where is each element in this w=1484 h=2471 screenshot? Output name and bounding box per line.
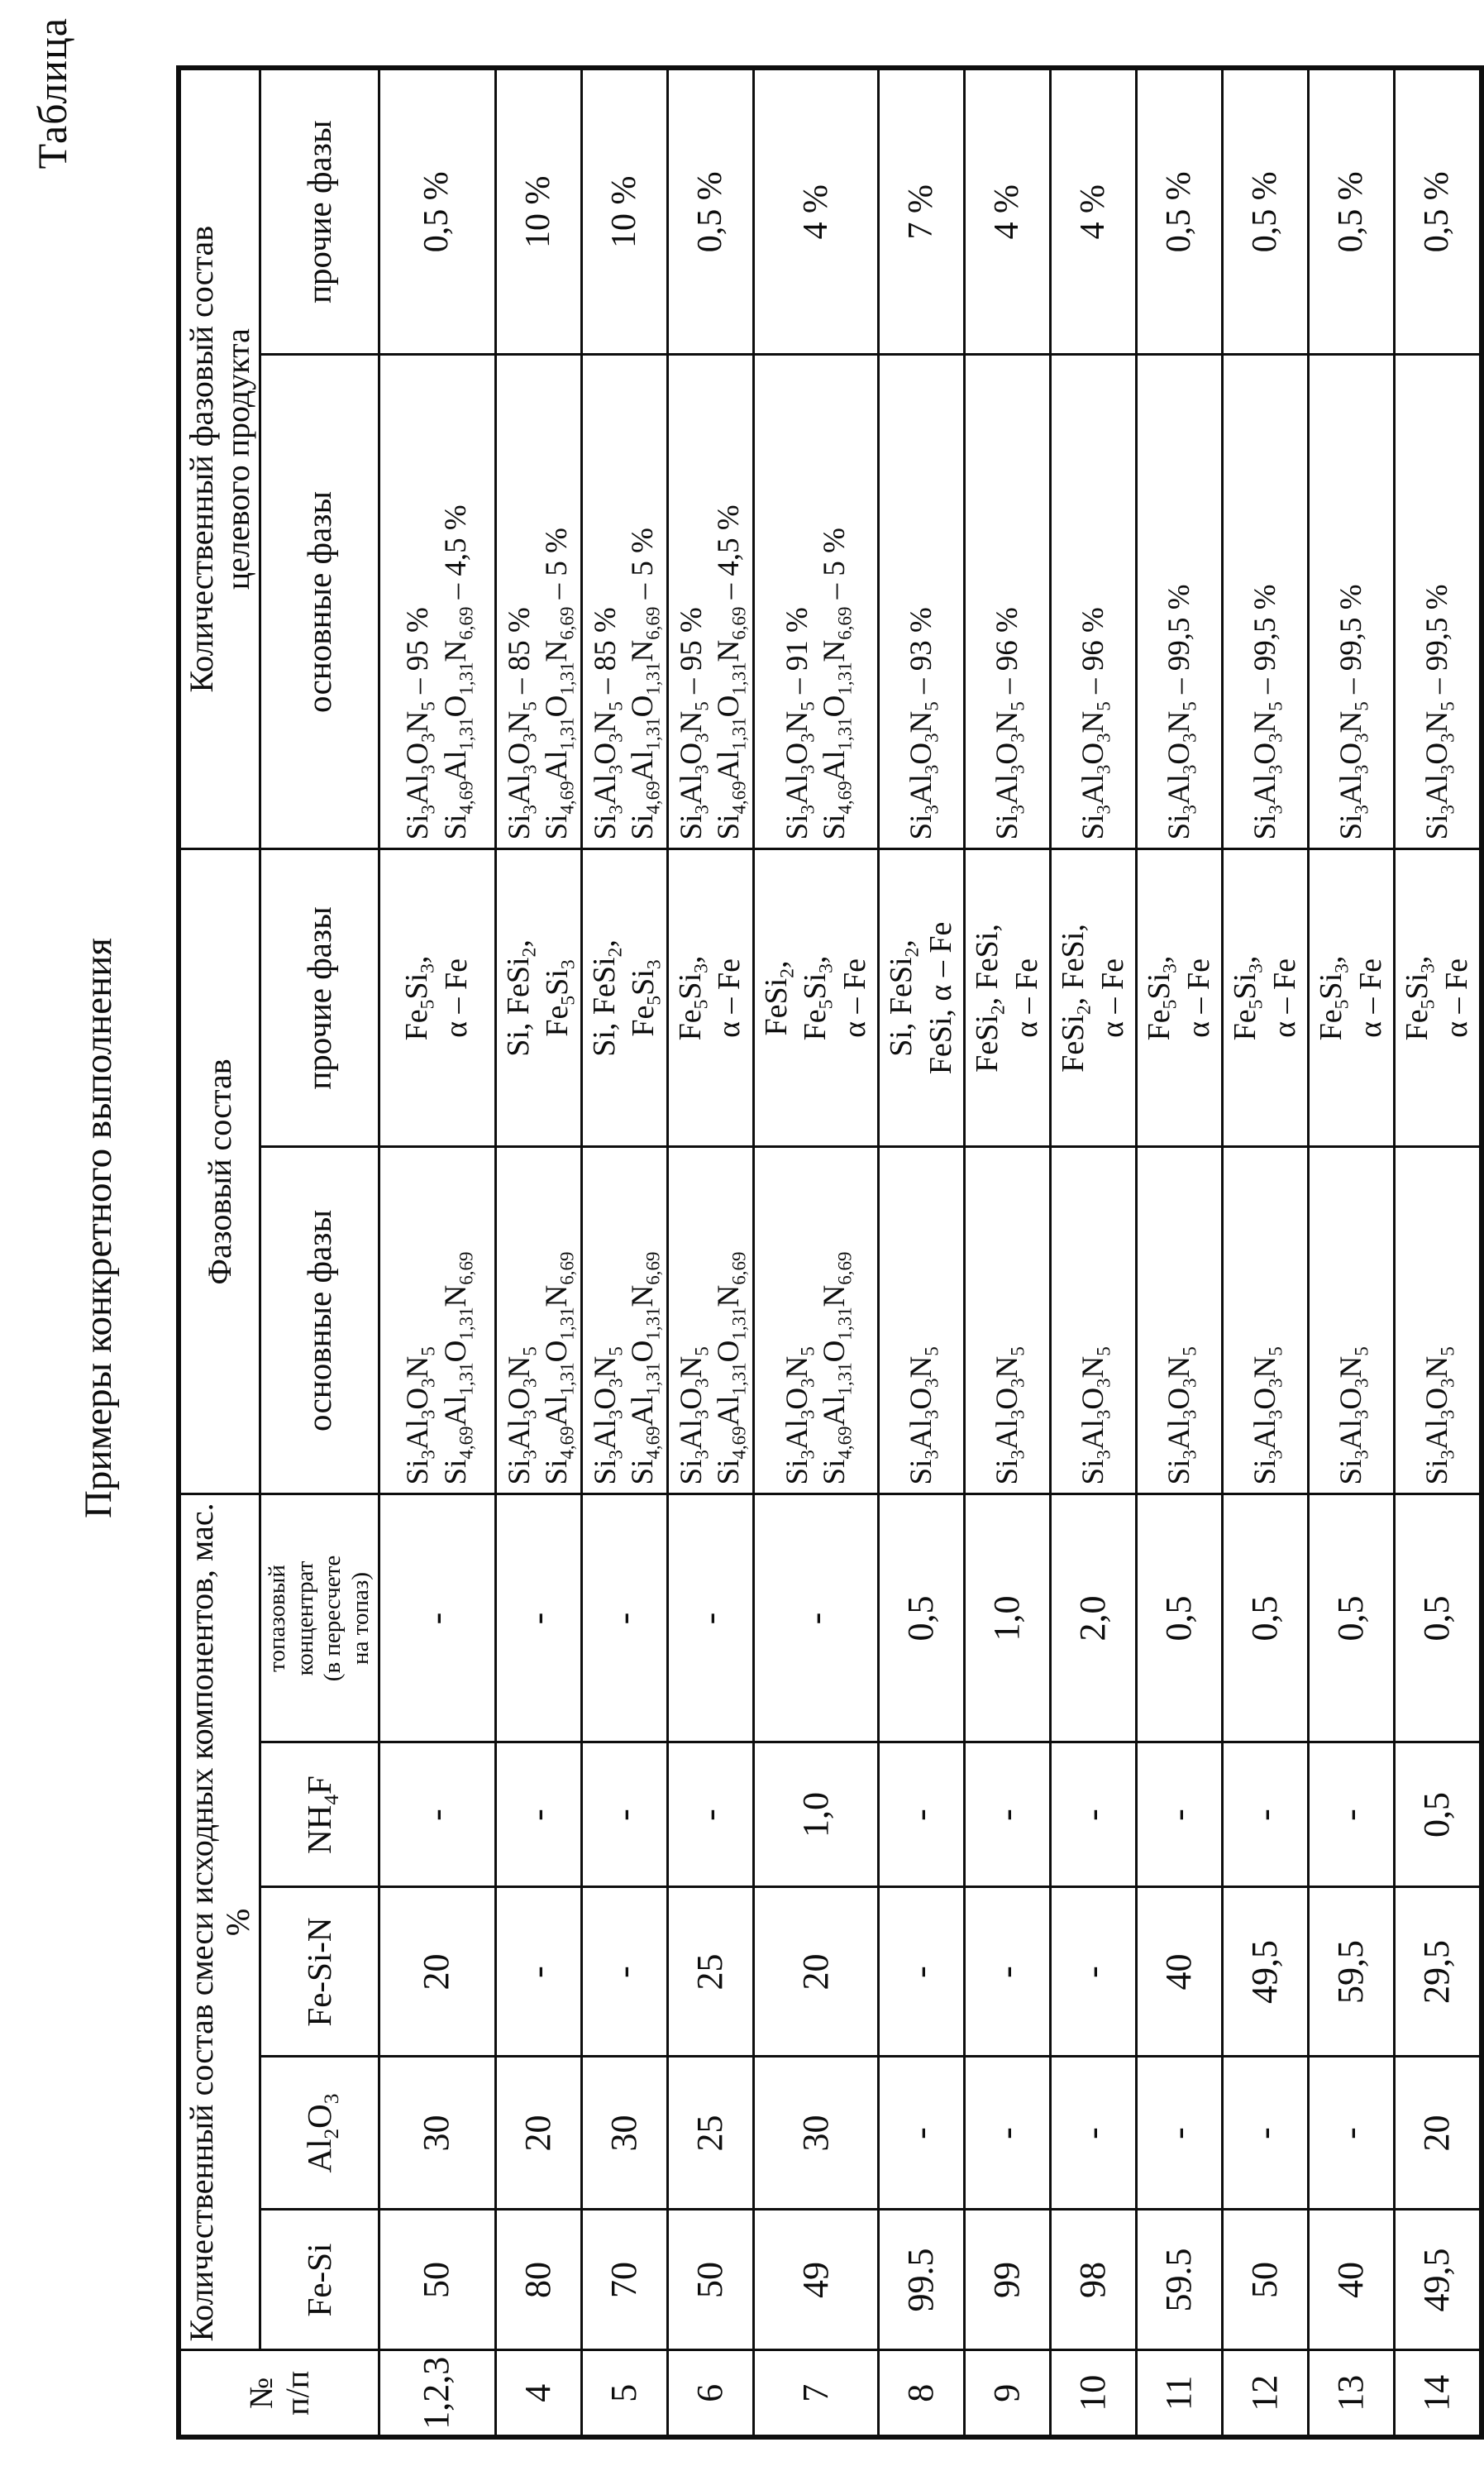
table-cell: 40 (1309, 2210, 1395, 2350)
table-cell: FeSi$_2$, FeSi, α – Fe (1051, 849, 1137, 1147)
table-cell: 59,5 (1309, 1887, 1395, 2057)
table-cell: - (379, 1742, 495, 1887)
table-cell: - (879, 1887, 965, 2057)
table-cell: 50 (667, 2210, 753, 2350)
table-row (965, 68, 1051, 2437)
table-cell: $Si_3Al_3O_3N_5 - 96$ % (965, 355, 1051, 849)
table-cell: - (667, 1494, 753, 1742)
table-cell: 4 % (1051, 68, 1137, 355)
table-cell: - (965, 2057, 1051, 2210)
table-cell: 7 (753, 2350, 879, 2437)
table-row (1051, 68, 1137, 2437)
table-cell: 7 % (879, 68, 965, 355)
table-cell: $Si_3Al_3O_3N_5$ (1223, 1147, 1309, 1494)
table-cell: - (581, 1494, 667, 1742)
table-cell: 1,0 (753, 1742, 879, 1887)
table-cell: - (581, 1887, 667, 2057)
table-cell: - (379, 1494, 495, 1742)
table-cell: 0,5 (879, 1494, 965, 1742)
table-row (1137, 68, 1223, 2437)
examples-table (176, 65, 1484, 2440)
table-cell: 59.5 (1137, 2210, 1223, 2350)
table-row (1309, 68, 1395, 2437)
table-cell: - (1051, 2057, 1137, 2210)
table-cell: - (753, 1494, 879, 1742)
table-row (667, 68, 753, 2437)
table-cell: 14 (1395, 2350, 1482, 2437)
table-row (1395, 68, 1482, 2437)
table-cell: $Si_3Al_3O_3N_5$ (1309, 1147, 1395, 1494)
col-header-fe-si-n: Fe-Si-N (260, 1887, 379, 2057)
table-cell: 4 % (753, 68, 879, 355)
table-cell: - (1051, 1887, 1137, 2057)
table-cell: 10 % (495, 68, 581, 355)
table-cell: - (495, 1742, 581, 1887)
header-group-row (179, 68, 260, 2437)
table-cell: Si, FeSi$_2$, $Fe_5Si_3$ (495, 849, 581, 1147)
table-cell: 49 (753, 2210, 879, 2350)
table-body (379, 68, 1482, 2437)
table-cell: $Si_3Al_3O_3N_5 - 85$ % $Si_{4,69}Al_{1,31}O_{1,31}N_{6,69} - 5$ % (581, 355, 667, 849)
col-header-nh4f: $NH_4F$ (260, 1742, 379, 1887)
table-cell: 11 (1137, 2350, 1223, 2437)
table-cell: $Si_3Al_3O_3N_5$ (1137, 1147, 1223, 1494)
col-header-phase-main: основные фазы (260, 1147, 379, 1494)
table-cell: 12 (1223, 2350, 1309, 2437)
table-cell: 0,5 % (1223, 68, 1309, 355)
table-cell: 20 (379, 1887, 495, 2057)
table-row (581, 68, 667, 2437)
table-cell: $Si_3Al_3O_3N_5 - 93$ % (879, 355, 965, 849)
table-cell: - (879, 2057, 965, 2210)
table-cell: - (1223, 1742, 1309, 1887)
table-cell: 0,5 % (379, 68, 495, 355)
table-cell: 0,5 % (667, 68, 753, 355)
rotated-content (25, 12, 1474, 2444)
table-cell: 0,5 % (1395, 68, 1482, 355)
table-cell: $Si_3Al_3O_3N_5$ (1051, 1147, 1137, 1494)
table-cell: 5 (581, 2350, 667, 2437)
table-cell: $Fe_5Si_3$, α – Fe (379, 849, 495, 1147)
table-label: Таблица (29, 17, 75, 170)
table-cell: $Si_3Al_3O_3N_5 - 85$ % $Si_{4,69}Al_{1,31}O_{1,31}N_{6,69} - 5$ % (495, 355, 581, 849)
table-cell: 99 (965, 2210, 1051, 2350)
table-row (1223, 68, 1309, 2437)
table-cell: 98 (1051, 2210, 1137, 2350)
table-cell: - (1223, 2057, 1309, 2210)
table-cell: 1,0 (965, 1494, 1051, 1742)
table-cell: - (495, 1494, 581, 1742)
col-group-quant-phase: Количественный фазовый состав целевого продукта (179, 68, 260, 849)
table-cell: $Si_3Al_3O_3N_5$ (965, 1147, 1051, 1494)
table-cell: 10 % (581, 68, 667, 355)
table-cell: $Si_3Al_3O_3N_5$ $Si_{4,69}Al_{1,31}O_{1,31}N_{6,69}$ (495, 1147, 581, 1494)
table-cell: $Si_3Al_3O_3N_5 - 91$ % $Si_{4,69}Al_{1,31}O_{1,31}N_{6,69} - 5$ % (753, 355, 879, 849)
table-cell: 0,5 % (1137, 68, 1223, 355)
table-row (379, 68, 495, 2437)
table-cell: - (581, 1742, 667, 1887)
table-cell: - (1137, 1742, 1223, 1887)
table-cell: $Si_3Al_3O_3N_5$ $Si_{4,69}Al_{1,31}O_{1,31}N_{6,69}$ (753, 1147, 879, 1494)
table-cell: Si, FeSi$_2$, $Fe_5Si_3$ (581, 849, 667, 1147)
col-header-quant-main: основные фазы (260, 355, 379, 849)
table-cell: 0,5 (1395, 1742, 1482, 1887)
page-title: Примеры конкретного выполнения (77, 937, 120, 1519)
table-cell: 1,2,3 (379, 2350, 495, 2437)
table-cell: $Si_3Al_3O_3N_5 - 99,5$ % (1137, 355, 1223, 849)
table-cell: - (1309, 2057, 1395, 2210)
table-cell: 70 (581, 2210, 667, 2350)
col-group-phase: Фазовый состав (179, 849, 260, 1494)
col-header-quant-other: прочие фазы (260, 68, 379, 355)
table-cell: 0,5 (1137, 1494, 1223, 1742)
table-cell: $Fe_5Si_3$, α – Fe (1223, 849, 1309, 1147)
table-cell: 0,5 (1395, 1494, 1482, 1742)
table-cell: 9 (965, 2350, 1051, 2437)
col-header-num: № п/п (179, 2350, 379, 2437)
table-cell: 4 % (965, 68, 1051, 355)
table-cell: 0,5 (1309, 1494, 1395, 1742)
table-cell: 0,5 (1223, 1494, 1309, 1742)
table-cell: 50 (379, 2210, 495, 2350)
table-cell: 20 (753, 1887, 879, 2057)
col-header-fe-si: Fe-Si (260, 2210, 379, 2350)
table-cell: 49,5 (1395, 2210, 1482, 2350)
table-cell: 25 (667, 1887, 753, 2057)
table-cell: 80 (495, 2210, 581, 2350)
table-cell: 30 (379, 2057, 495, 2210)
table-cell: 20 (1395, 2057, 1482, 2210)
table-cell: 29,5 (1395, 1887, 1482, 2057)
table-cell: FeSi$_2$, $Fe_5Si_3$, α – Fe (753, 849, 879, 1147)
table-cell: $Si_3Al_3O_3N_5$ (1395, 1147, 1482, 1494)
table-cell: 13 (1309, 2350, 1395, 2437)
table-cell: $Si_3Al_3O_3N_5 - 99,5$ % (1223, 355, 1309, 849)
table-cell: $Si_3Al_3O_3N_5$ $Si_{4,69}Al_{1,31}O_{1,31}N_{6,69}$ (581, 1147, 667, 1494)
table-cell: 8 (879, 2350, 965, 2437)
table-cell: - (1137, 2057, 1223, 2210)
col-group-composition: Количественный состав смеси исходных компонентов, мас. % (179, 1494, 260, 2350)
table-cell: - (667, 1742, 753, 1887)
table-row (753, 68, 879, 2437)
col-header-phase-other: прочие фазы (260, 849, 379, 1147)
table-cell: 50 (1223, 2210, 1309, 2350)
table-cell: - (495, 1887, 581, 2057)
table-cell: $Si_3Al_3O_3N_5 - 95$ % $Si_{4,69}Al_{1,31}O_{1,31}N_{6,69} - 4,5$ % (667, 355, 753, 849)
table-cell: 30 (753, 2057, 879, 2210)
table-cell: 2,0 (1051, 1494, 1137, 1742)
table-cell: 10 (1051, 2350, 1137, 2437)
table-cell: 99.5 (879, 2210, 965, 2350)
table-cell: 40 (1137, 1887, 1223, 2057)
table-cell: $Si_3Al_3O_3N_5 - 95$ % $Si_{4,69}Al_{1,31}O_{1,31}N_{6,69} - 4,5$ % (379, 355, 495, 849)
table-cell: - (1309, 1742, 1395, 1887)
table-cell: - (965, 1742, 1051, 1887)
table-cell: $Fe_5Si_3$, α – Fe (1395, 849, 1482, 1147)
table-cell: - (879, 1742, 965, 1887)
table-cell: $Si_3Al_3O_3N_5$ $Si_{4,69}Al_{1,31}O_{1,31}N_{6,69}$ (379, 1147, 495, 1494)
table-cell: 25 (667, 2057, 753, 2210)
table-row (495, 68, 581, 2437)
table-cell: $Fe_5Si_3$, α – Fe (1137, 849, 1223, 1147)
table-cell: 6 (667, 2350, 753, 2437)
table-cell: 4 (495, 2350, 581, 2437)
col-header-topaz-concentrate: топазовый концентрат (в пересчете на топаз) (260, 1494, 379, 1742)
table-cell: FeSi$_2$, FeSi, α – Fe (965, 849, 1051, 1147)
table-cell: 30 (581, 2057, 667, 2210)
table-cell: $Fe_5Si_3$, α – Fe (1309, 849, 1395, 1147)
table-cell: $Si_3Al_3O_3N_5 - 99,5$ % (1395, 355, 1482, 849)
table-cell: 0,5 % (1309, 68, 1395, 355)
table-row (879, 68, 965, 2437)
table-cell: $Si_3Al_3O_3N_5 - 99,5$ % (1309, 355, 1395, 849)
header-sub-row (260, 68, 379, 2437)
table-cell: $Si_3Al_3O_3N_5$ $Si_{4,69}Al_{1,31}O_{1,31}N_{6,69}$ (667, 1147, 753, 1494)
table-cell: $Si_3Al_3O_3N_5 - 96$ % (1051, 355, 1137, 849)
table-header (179, 68, 379, 2437)
table-cell: $Si_3Al_3O_3N_5$ (879, 1147, 965, 1494)
table-cell: - (965, 1887, 1051, 2057)
table-cell: 49,5 (1223, 1887, 1309, 2057)
table-cell: - (1051, 1742, 1137, 1887)
col-header-al2o3: $Al_2O_3$ (260, 2057, 379, 2210)
table-cell: 20 (495, 2057, 581, 2210)
table-cell: $Fe_5Si_3$, α – Fe (667, 849, 753, 1147)
table-cell: Si, FeSi$_2$, FeSi, α – Fe (879, 849, 965, 1147)
